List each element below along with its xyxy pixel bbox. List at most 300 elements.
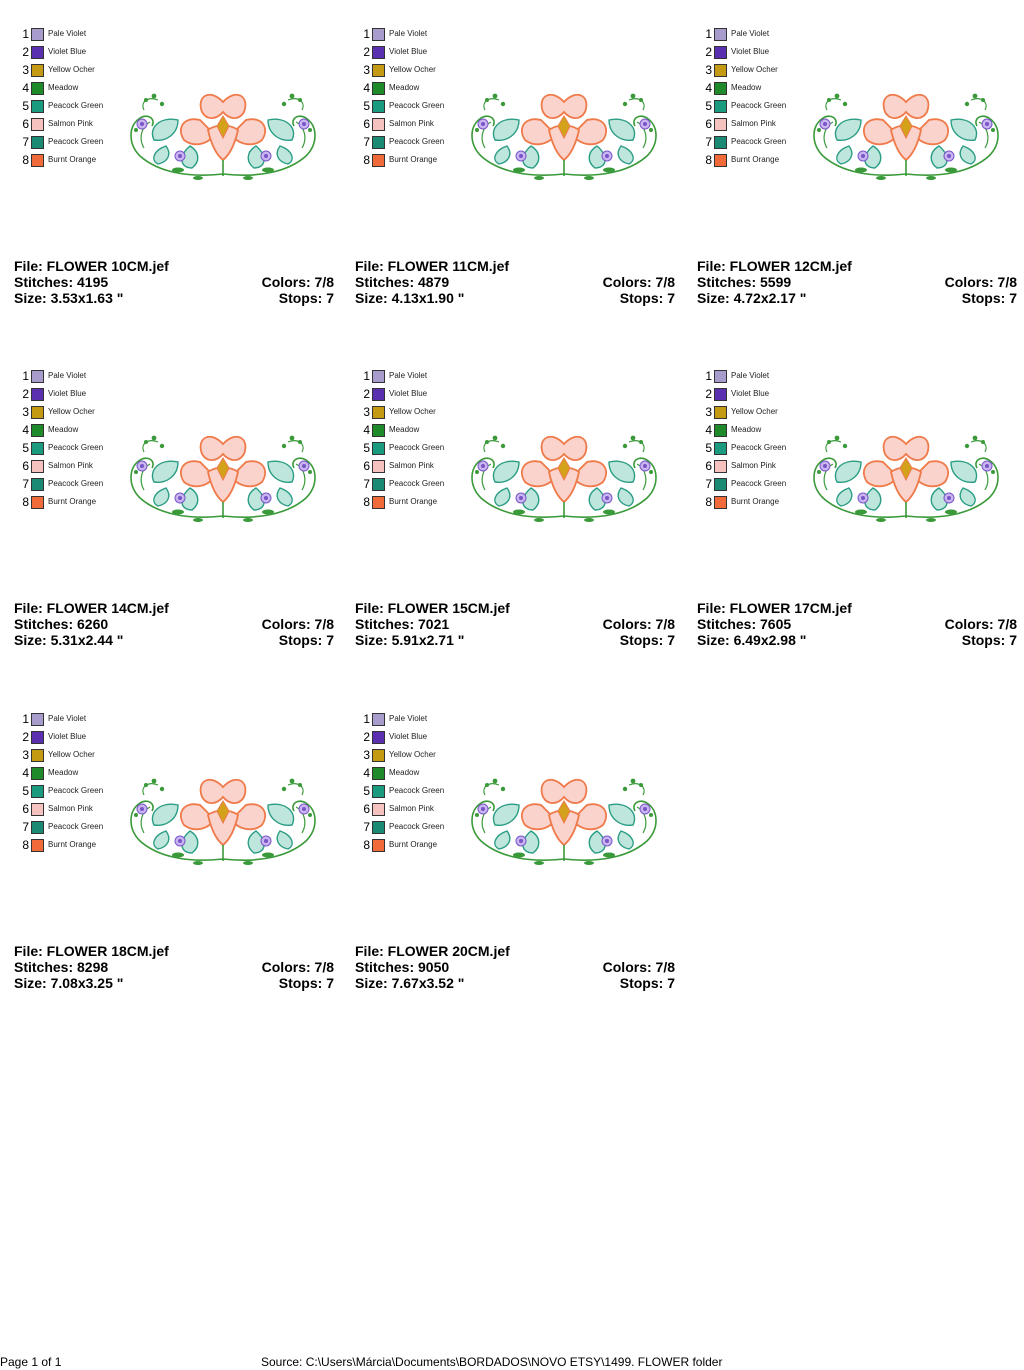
color-swatch [31,406,44,419]
palette-number: 1 [363,369,370,383]
palette-row [359,819,469,837]
design-info [355,600,675,648]
color-name: Violet Blue [731,389,770,398]
color-swatch [31,424,44,437]
color-swatch [372,82,385,95]
color-name: Peacock Green [48,822,104,831]
thread-palette [18,711,128,855]
color-name: Meadow [48,83,79,92]
color-swatch [31,442,44,455]
palette-row [18,62,128,80]
palette-row [18,116,128,134]
palette-number: 7 [705,477,712,491]
color-swatch [31,803,44,816]
palette-number: 8 [705,153,712,167]
palette-row [359,458,469,476]
color-swatch [31,82,44,95]
color-name: Salmon Pink [731,461,776,470]
color-swatch [372,731,385,744]
stitch-count: Stitches: 6260 [14,616,109,632]
palette-row [18,476,128,494]
palette-row [359,476,469,494]
color-swatch [372,713,385,726]
color-name: Pale Violet [48,371,87,380]
palette-row [18,98,128,116]
palette-number: 1 [22,369,29,383]
color-swatch [31,28,44,41]
palette-number: 3 [363,405,370,419]
color-name: Burnt Orange [731,497,780,506]
thread-palette [18,368,128,512]
palette-row [701,440,811,458]
file-name: File: FLOWER 18CM.jef [14,943,169,959]
palette-number: 5 [22,99,29,113]
palette-row [359,134,469,152]
palette-number: 8 [22,153,29,167]
color-swatch [31,496,44,509]
color-swatch [714,496,727,509]
color-swatch [372,749,385,762]
color-name: Peacock Green [389,786,445,795]
design-card [14,26,334,316]
design-card [697,368,1017,658]
color-name: Meadow [48,768,79,777]
color-name: Peacock Green [389,137,445,146]
flower-motif-icon [118,86,328,186]
palette-row [18,494,128,512]
palette-number: 4 [363,766,370,780]
palette-row [701,134,811,152]
palette-row [18,711,128,729]
color-swatch [372,478,385,491]
color-swatch [31,46,44,59]
palette-row [359,80,469,98]
palette-number: 4 [22,766,29,780]
color-name: Yellow Ocher [731,65,778,74]
palette-row [18,440,128,458]
palette-row [359,368,469,386]
palette-number: 3 [363,748,370,762]
stitch-count: Stitches: 5599 [697,274,792,290]
palette-number: 5 [705,441,712,455]
color-swatch [372,460,385,473]
palette-row [18,386,128,404]
embroidery-preview [118,428,328,528]
palette-row [701,26,811,44]
palette-row [359,440,469,458]
design-card [355,26,675,316]
color-name: Peacock Green [389,822,445,831]
color-name: Pale Violet [731,29,770,38]
palette-row [701,494,811,512]
palette-number: 5 [363,99,370,113]
embroidery-preview [801,86,1011,186]
color-name: Burnt Orange [389,840,438,849]
palette-number: 8 [363,153,370,167]
palette-number: 7 [363,135,370,149]
palette-number: 8 [363,495,370,509]
flower-motif-icon [801,428,1011,528]
palette-row [359,404,469,422]
palette-number: 6 [363,117,370,131]
color-name: Peacock Green [48,443,104,452]
embroidery-preview [118,771,328,871]
palette-row [18,729,128,747]
color-swatch [372,442,385,455]
stitch-count: Stitches: 4879 [355,274,450,290]
color-swatch [372,154,385,167]
palette-row [359,44,469,62]
color-name: Violet Blue [389,389,428,398]
flower-motif-icon [459,771,669,871]
color-count: Colors: 7/8 [261,274,334,290]
design-info [355,943,675,991]
palette-number: 4 [22,423,29,437]
palette-number: 6 [363,802,370,816]
stop-count: Stops: 7 [961,632,1017,648]
color-count: Colors: 7/8 [261,959,334,975]
palette-number: 8 [363,838,370,852]
palette-row [701,368,811,386]
thread-palette [359,26,469,170]
file-name: File: FLOWER 20CM.jef [355,943,510,959]
color-name: Peacock Green [389,101,445,110]
color-name: Meadow [731,83,762,92]
design-info [355,258,675,306]
palette-row [701,116,811,134]
palette-row [359,386,469,404]
palette-number: 2 [22,730,29,744]
palette-number: 8 [22,838,29,852]
palette-number: 4 [705,81,712,95]
color-name: Peacock Green [48,137,104,146]
palette-number: 7 [705,135,712,149]
color-name: Peacock Green [48,101,104,110]
color-count: Colors: 7/8 [602,959,675,975]
color-name: Salmon Pink [389,461,434,470]
color-name: Peacock Green [731,137,787,146]
palette-number: 6 [22,802,29,816]
palette-row [359,729,469,747]
color-swatch [372,785,385,798]
color-count: Colors: 7/8 [261,616,334,632]
color-swatch [714,460,727,473]
color-count: Colors: 7/8 [602,274,675,290]
color-name: Pale Violet [731,371,770,380]
color-name: Burnt Orange [731,155,780,164]
palette-number: 8 [22,495,29,509]
flower-motif-icon [118,771,328,871]
color-name: Salmon Pink [731,119,776,128]
palette-number: 4 [22,81,29,95]
palette-number: 5 [705,99,712,113]
color-name: Violet Blue [48,47,87,56]
stop-count: Stops: 7 [619,632,675,648]
color-name: Yellow Ocher [48,407,95,416]
color-swatch [372,64,385,77]
color-name: Pale Violet [389,29,428,38]
color-name: Peacock Green [731,101,787,110]
palette-row [18,765,128,783]
palette-row [359,62,469,80]
palette-number: 1 [22,27,29,41]
palette-row [359,494,469,512]
color-name: Violet Blue [48,732,87,741]
palette-row [359,783,469,801]
color-name: Yellow Ocher [389,407,436,416]
color-swatch [714,424,727,437]
palette-row [18,44,128,62]
color-name: Pale Violet [389,371,428,380]
color-name: Meadow [731,425,762,434]
color-name: Yellow Ocher [731,407,778,416]
color-name: Burnt Orange [48,155,97,164]
palette-number: 2 [705,387,712,401]
file-name: File: FLOWER 17CM.jef [697,600,852,616]
palette-row [359,765,469,783]
color-swatch [31,821,44,834]
palette-number: 1 [22,712,29,726]
palette-row [701,62,811,80]
color-swatch [31,154,44,167]
palette-row [359,116,469,134]
color-name: Peacock Green [389,479,445,488]
color-name: Peacock Green [48,479,104,488]
color-swatch [31,713,44,726]
color-swatch [714,100,727,113]
color-count: Colors: 7/8 [602,616,675,632]
palette-number: 6 [22,459,29,473]
embroidery-preview [801,428,1011,528]
palette-row [18,747,128,765]
thread-palette [359,711,469,855]
color-name: Yellow Ocher [389,65,436,74]
thread-palette [701,26,811,170]
palette-row [18,26,128,44]
color-name: Meadow [48,425,79,434]
flower-motif-icon [801,86,1011,186]
color-swatch [372,118,385,131]
color-swatch [372,406,385,419]
color-swatch [714,64,727,77]
color-count: Colors: 7/8 [944,274,1017,290]
palette-row [359,801,469,819]
color-swatch [714,442,727,455]
color-swatch [714,478,727,491]
color-swatch [31,731,44,744]
stitch-count: Stitches: 4195 [14,274,109,290]
color-name: Peacock Green [731,479,787,488]
stop-count: Stops: 7 [619,975,675,991]
embroidery-preview [459,428,669,528]
file-name: File: FLOWER 10CM.jef [14,258,169,274]
color-name: Yellow Ocher [48,750,95,759]
palette-row [18,368,128,386]
palette-row [701,98,811,116]
color-name: Violet Blue [731,47,770,56]
color-name: Peacock Green [48,786,104,795]
color-swatch [714,136,727,149]
color-name: Pale Violet [389,714,428,723]
design-size: Size: 7.67x3.52 " [355,975,465,991]
design-card [355,368,675,658]
stitch-count: Stitches: 9050 [355,959,450,975]
palette-row [18,404,128,422]
palette-number: 7 [22,477,29,491]
design-info [14,943,334,991]
palette-number: 4 [705,423,712,437]
flower-motif-icon [459,428,669,528]
color-name: Salmon Pink [48,119,93,128]
palette-row [18,458,128,476]
palette-number: 3 [705,405,712,419]
palette-row [18,422,128,440]
color-swatch [714,406,727,419]
palette-row [359,98,469,116]
design-size: Size: 4.13x1.90 " [355,290,465,306]
color-name: Burnt Orange [389,497,438,506]
palette-number: 2 [705,45,712,59]
color-swatch [31,767,44,780]
palette-number: 4 [363,81,370,95]
color-name: Peacock Green [731,443,787,452]
color-swatch [714,388,727,401]
design-card [14,711,334,1001]
palette-number: 7 [22,820,29,834]
color-name: Yellow Ocher [389,750,436,759]
design-card [14,368,334,658]
color-name: Burnt Orange [389,155,438,164]
color-swatch [31,370,44,383]
palette-number: 3 [22,63,29,77]
color-name: Salmon Pink [48,804,93,813]
color-name: Pale Violet [48,714,87,723]
color-swatch [372,767,385,780]
color-swatch [372,388,385,401]
palette-row [18,134,128,152]
palette-number: 6 [705,459,712,473]
palette-number: 7 [363,820,370,834]
palette-row [701,80,811,98]
palette-row [18,152,128,170]
color-swatch [714,46,727,59]
color-swatch [31,785,44,798]
palette-row [701,422,811,440]
palette-row [18,80,128,98]
design-size: Size: 6.49x2.98 " [697,632,807,648]
color-swatch [372,370,385,383]
palette-row [359,747,469,765]
palette-row [18,837,128,855]
thread-palette [359,368,469,512]
stop-count: Stops: 7 [278,632,334,648]
color-name: Burnt Orange [48,497,97,506]
design-size: Size: 5.31x2.44 " [14,632,124,648]
color-swatch [31,100,44,113]
embroidery-preview [459,86,669,186]
stitch-count: Stitches: 8298 [14,959,109,975]
color-swatch [372,424,385,437]
color-name: Pale Violet [48,29,87,38]
color-swatch [714,28,727,41]
design-info [697,258,1017,306]
palette-number: 1 [363,27,370,41]
stop-count: Stops: 7 [278,975,334,991]
color-swatch [372,839,385,852]
color-swatch [31,118,44,131]
palette-row [18,801,128,819]
stop-count: Stops: 7 [619,290,675,306]
color-name: Violet Blue [48,389,87,398]
palette-row [701,458,811,476]
flower-motif-icon [118,428,328,528]
palette-number: 3 [22,405,29,419]
stop-count: Stops: 7 [961,290,1017,306]
color-swatch [372,803,385,816]
palette-number: 4 [363,423,370,437]
design-card [697,26,1017,316]
embroidery-preview [459,771,669,871]
palette-number: 3 [363,63,370,77]
color-swatch [714,118,727,131]
color-swatch [714,154,727,167]
design-size: Size: 3.53x1.63 " [14,290,124,306]
palette-row [701,386,811,404]
palette-number: 5 [363,784,370,798]
thread-palette [701,368,811,512]
color-swatch [714,370,727,383]
palette-row [18,783,128,801]
color-swatch [372,821,385,834]
palette-number: 5 [22,784,29,798]
color-swatch [31,388,44,401]
color-swatch [31,839,44,852]
stitch-count: Stitches: 7021 [355,616,450,632]
palette-number: 7 [363,477,370,491]
palette-number: 2 [22,45,29,59]
color-name: Violet Blue [389,47,428,56]
palette-number: 2 [363,730,370,744]
palette-row [18,819,128,837]
source-path: Source: C:\Users\Márcia\Documents\BORDADOS\NOVO ETSY\1499. FLOWER folder [261,1355,723,1369]
color-swatch [372,46,385,59]
palette-number: 2 [363,387,370,401]
file-name: File: FLOWER 14CM.jef [14,600,169,616]
palette-number: 6 [363,459,370,473]
color-swatch [31,136,44,149]
palette-row [359,152,469,170]
color-name: Burnt Orange [48,840,97,849]
palette-row [359,422,469,440]
palette-number: 6 [22,117,29,131]
palette-number: 8 [705,495,712,509]
design-size: Size: 5.91x2.71 " [355,632,465,648]
design-info [14,258,334,306]
design-size: Size: 4.72x2.17 " [697,290,807,306]
color-swatch [31,64,44,77]
stitch-count: Stitches: 7605 [697,616,792,632]
file-name: File: FLOWER 15CM.jef [355,600,510,616]
palette-row [359,837,469,855]
palette-number: 2 [22,387,29,401]
palette-number: 6 [705,117,712,131]
palette-row [359,711,469,729]
color-name: Violet Blue [389,732,428,741]
design-card [355,711,675,1001]
palette-number: 2 [363,45,370,59]
palette-number: 5 [22,441,29,455]
color-name: Meadow [389,768,420,777]
